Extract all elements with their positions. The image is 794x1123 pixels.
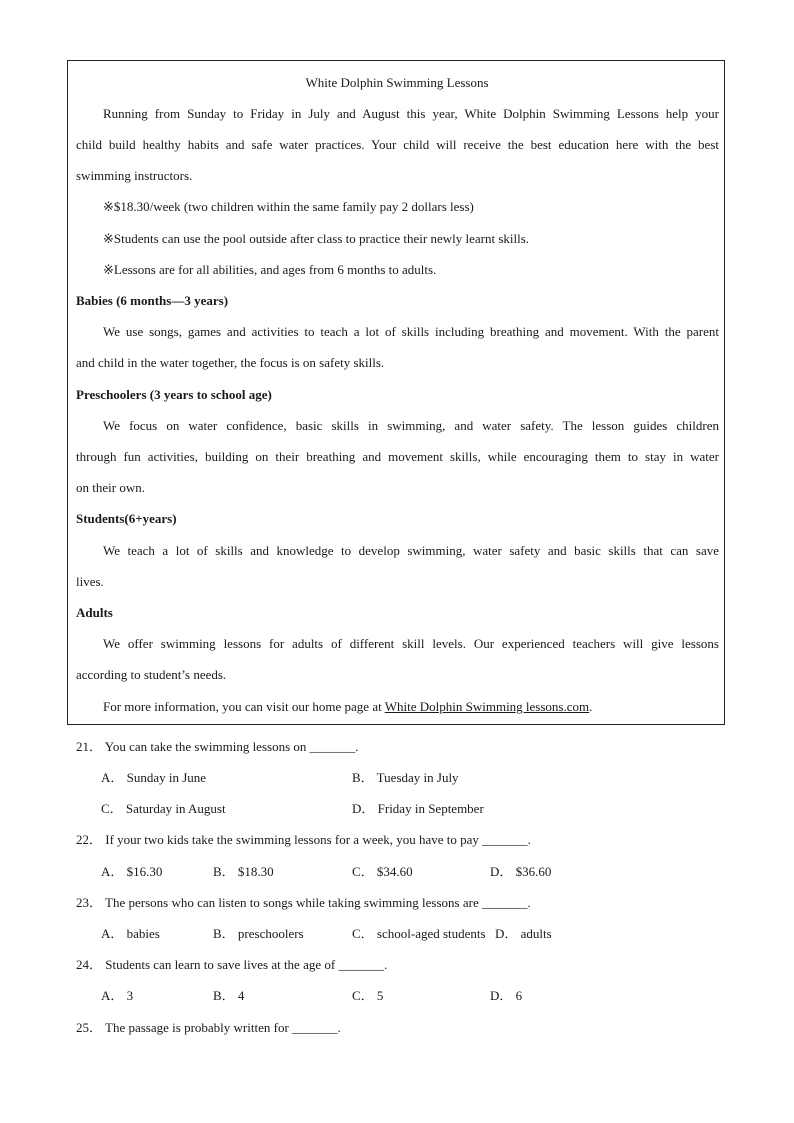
babies-text-1: We use songs, games and activities to teach a lot of skills including breathing and movement. With the parent <box>103 324 719 339</box>
q24-option-b[interactable]: B． 4 <box>213 988 245 1003</box>
preschoolers-text-2: through fun activities, building on their breathing and movement skills, while encouraging them to stay in water <box>76 449 719 464</box>
preschoolers-text-1: We focus on water confidence, basic skills in swimming, and water safety. The lesson guides children <box>103 418 719 433</box>
q22-option-b[interactable]: B． $18.30 <box>213 864 274 879</box>
adults-text-2: according to student’s needs. <box>76 667 227 682</box>
question-21: 21． You can take the swimming lessons on _______. <box>76 739 359 754</box>
q21-option-a[interactable]: A． Sunday in June <box>101 770 207 785</box>
intro-line-3: swimming instructors. <box>76 168 193 183</box>
note-pool: ※Students can use the pool outside after class to practice their newly learnt skills. <box>103 231 530 246</box>
q21-option-b[interactable]: B． Tuesday in July <box>352 770 459 785</box>
homepage-link[interactable]: White Dolphin Swimming lessons.com <box>384 699 590 714</box>
note-price: ※$18.30/week (two children within the same family pay 2 dollars less) <box>103 199 474 214</box>
question-22: 22． If your two kids take the swimming lessons for a week, you have to pay _______. <box>76 832 531 847</box>
q22-option-c[interactable]: C． $34.60 <box>352 864 413 879</box>
more-info-end: . <box>589 699 593 714</box>
q21-option-c[interactable]: C． Saturday in August <box>101 801 226 816</box>
question-23: 23． The persons who can listen to songs while taking swimming lessons are _______. <box>76 895 531 910</box>
q23-option-b[interactable]: B． preschoolers <box>213 926 304 941</box>
more-info-line <box>103 699 592 715</box>
q23-option-d[interactable]: D． adults <box>495 926 552 941</box>
q23-option-a[interactable]: A． babies <box>101 926 160 941</box>
passage-box <box>67 60 725 725</box>
q23-option-c[interactable]: C． school-aged students <box>352 926 486 941</box>
babies-text-2: and child in the water together, the focus is on safety skills. <box>76 355 385 370</box>
q21-option-d[interactable]: D． Friday in September <box>352 801 484 816</box>
q24-option-d[interactable]: D． 6 <box>490 988 523 1003</box>
q22-option-a[interactable]: A． $16.30 <box>101 864 163 879</box>
adults-text-1: We offer swimming lessons for adults of different skill levels. Our experienced teachers will give lessons <box>103 636 719 651</box>
intro-line-1: Running from Sunday to Friday in July and August this year, White Dolphin Swimming Lessons help your <box>103 106 719 121</box>
intro-line-2: child build healthy habits and safe water practices. Your child will receive the best education here with the best <box>76 137 719 152</box>
preschoolers-text-3: on their own. <box>76 480 145 495</box>
babies-heading: Babies (6 months—3 years) <box>76 293 229 308</box>
q22-option-d[interactable]: D． $36.60 <box>490 864 552 879</box>
q24-option-a[interactable]: A． 3 <box>101 988 134 1003</box>
passage-title: White Dolphin Swimming Lessons <box>305 75 489 90</box>
students-text-1: We teach a lot of skills and knowledge to develop swimming, water safety and basic skills that can save <box>103 543 719 558</box>
students-heading: Students(6+years) <box>76 511 177 526</box>
students-text-2: lives. <box>76 574 104 589</box>
more-info-text: For more information, you can visit our home page at <box>103 699 385 714</box>
q24-option-c[interactable]: C． 5 <box>352 988 384 1003</box>
question-25: 25． The passage is probably written for _______. <box>76 1020 341 1035</box>
note-abilities: ※Lessons are for all abilities, and ages from 6 months to adults. <box>103 262 437 277</box>
preschoolers-heading: Preschoolers (3 years to school age) <box>76 387 272 402</box>
question-24: 24． Students can learn to save lives at the age of _______. <box>76 957 388 972</box>
adults-heading: Adults <box>76 605 113 620</box>
